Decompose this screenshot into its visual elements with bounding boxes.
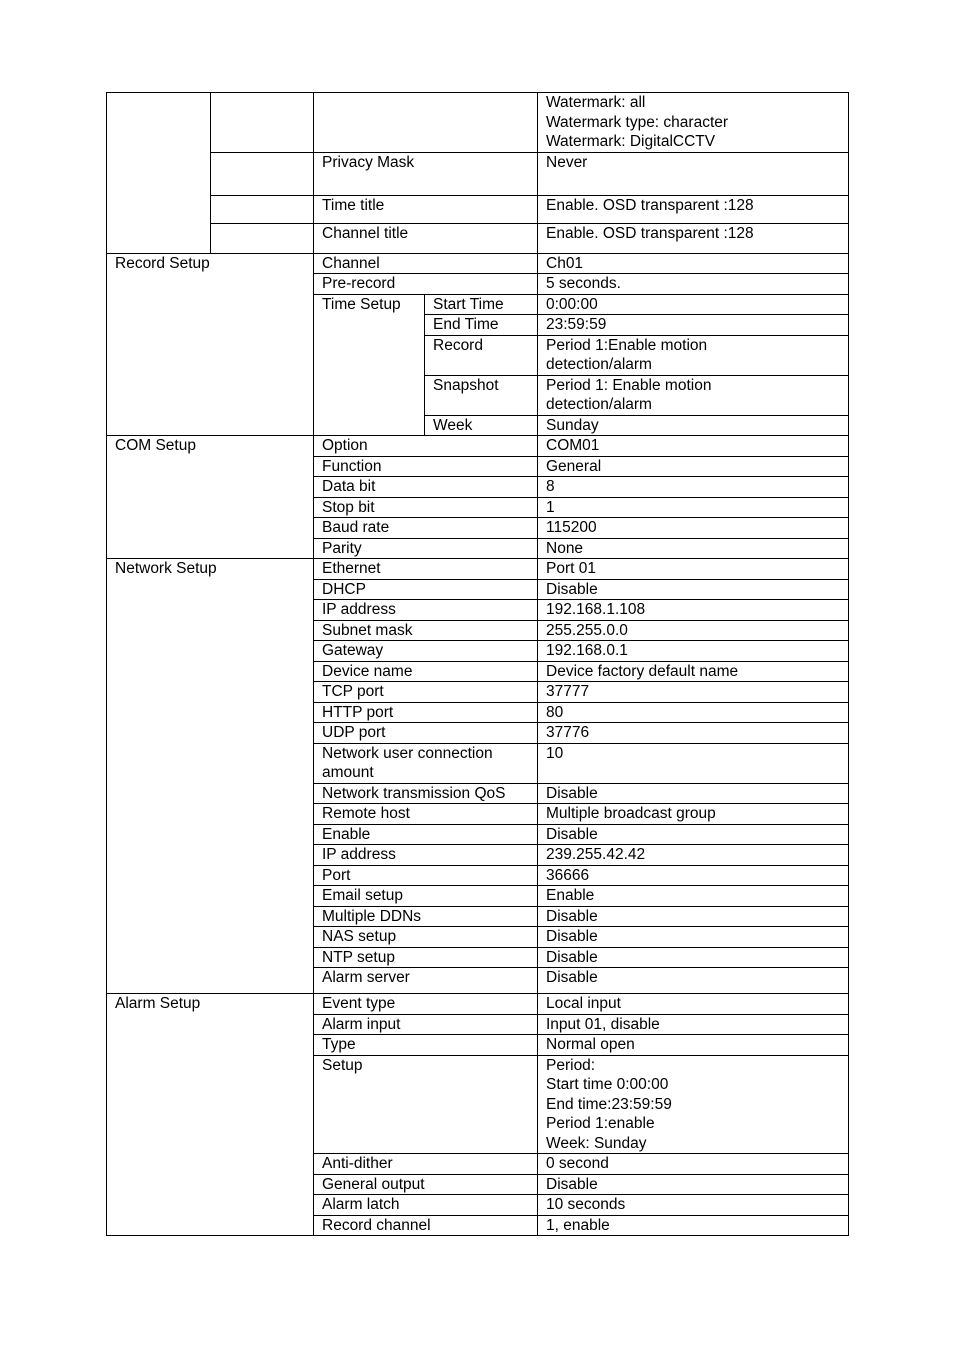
label-cell [314, 436, 538, 457]
sublabel-cell [425, 335, 538, 375]
section-title [107, 436, 314, 559]
watermark-value-line: Watermark: DigitalCCTV [546, 133, 716, 150]
setting-label: IP address [322, 846, 396, 863]
setting-label: Data bit [322, 478, 376, 495]
table-row [107, 559, 849, 580]
setting-label: TCP port [322, 683, 384, 700]
setting-label: Email setup [322, 887, 403, 904]
label-cell [314, 968, 538, 994]
subsection-cell-blank [211, 223, 314, 253]
setting-label: NTP setup [322, 948, 395, 966]
value-cell-watermark [538, 93, 849, 153]
setting-value: COM01 [546, 437, 600, 454]
setting-value: Input 01, disable [546, 1015, 660, 1033]
setting-label: Alarm input [322, 1015, 401, 1033]
value-cell [538, 274, 849, 295]
section-cell-blank [107, 93, 211, 254]
setting-value: 80 [546, 703, 564, 721]
value-cell [538, 927, 849, 948]
value-cell [538, 702, 849, 723]
setting-label: NAS setup [322, 928, 397, 945]
setting-label: Device name [322, 662, 413, 680]
table-row-watermark [107, 93, 849, 153]
setting-sublabel: Week [433, 416, 473, 434]
value-cell [538, 661, 849, 682]
setting-value: 10 seconds [546, 1196, 626, 1213]
value-cell [538, 994, 849, 1015]
setting-value: None [546, 539, 584, 557]
label-cell [314, 886, 538, 907]
value-cell [538, 906, 849, 927]
value-cell [538, 579, 849, 600]
label-cell [314, 1215, 538, 1236]
value-cell [538, 682, 849, 703]
setting-value: 115200 [546, 519, 597, 536]
label-cell [314, 497, 538, 518]
setting-label: Ethernet [322, 560, 381, 577]
setting-value: Disable [546, 1175, 598, 1193]
label-cell [314, 865, 538, 886]
setting-value: General [546, 457, 602, 475]
sublabel-cell [425, 315, 538, 336]
setting-value: Disable [546, 825, 598, 843]
sublabel-cell [425, 415, 538, 436]
value-cell [538, 804, 849, 825]
setting-value: 0:00:00 [546, 295, 598, 313]
settings-table-body [107, 93, 849, 1236]
group-label: Time Setup [322, 295, 401, 313]
value-cell [538, 195, 849, 223]
value-cell [538, 886, 849, 907]
setting-label: Baud rate [322, 519, 390, 536]
setting-label: General output [322, 1175, 425, 1193]
setting-label: Remote host [322, 805, 410, 822]
section-title [107, 994, 314, 1236]
setting-value-line: Week: Sunday [546, 1134, 647, 1152]
setting-label: UDP port [322, 724, 386, 741]
setting-value: 8 [546, 478, 555, 495]
value-cell [538, 335, 849, 375]
time-title-value: Enable. OSD transparent :128 [546, 196, 754, 214]
setting-sublabel: Record [433, 336, 483, 354]
value-cell [538, 783, 849, 804]
label-cell [314, 600, 538, 621]
label-cell [314, 804, 538, 825]
setting-label: Multiple DDNs [322, 907, 422, 925]
setting-label: Record channel [322, 1216, 431, 1234]
setting-label-line: amount [322, 764, 374, 781]
setting-sublabel: End Time [433, 316, 499, 333]
value-cell [538, 1014, 849, 1035]
value-cell [538, 538, 849, 559]
value-cell [538, 559, 849, 580]
setting-value: 5 seconds. [546, 275, 621, 292]
setting-value-line: End time:23:59:59 [546, 1095, 672, 1113]
setting-value-line: detection/alarm [546, 356, 652, 373]
setting-value-line: Period 1:enable [546, 1115, 655, 1132]
value-cell [538, 845, 849, 866]
setting-label: Pre-record [322, 275, 396, 292]
setting-value: Normal open [546, 1036, 635, 1053]
value-cell [538, 620, 849, 641]
watermark-value-line: Watermark: all [546, 94, 646, 111]
subsection-cell-blank [211, 93, 314, 153]
subsection-cell-blank [211, 195, 314, 223]
setting-label: HTTP port [322, 703, 394, 721]
label-cell [314, 559, 538, 580]
setting-value: 10 [546, 744, 564, 762]
value-cell [538, 865, 849, 886]
setting-label-line: Network user connection [322, 744, 493, 762]
label-cell [314, 223, 538, 253]
label-cell [314, 661, 538, 682]
label-cell [314, 518, 538, 539]
section-title [107, 253, 314, 436]
value-cell [538, 415, 849, 436]
label-cell [314, 723, 538, 744]
setting-value: 37776 [546, 724, 590, 741]
table-row [107, 253, 849, 274]
table-row [107, 994, 849, 1015]
value-cell [538, 723, 849, 744]
label-cell [314, 1195, 538, 1216]
value-cell [538, 1055, 849, 1154]
value-cell [538, 1035, 849, 1056]
setting-label: IP address [322, 601, 396, 618]
label-cell [314, 682, 538, 703]
setting-label: Enable [322, 825, 371, 843]
value-cell [538, 315, 849, 336]
sublabel-cell [425, 294, 538, 315]
setting-value: Device factory default name [546, 662, 739, 680]
setting-value-line: Period: [546, 1056, 596, 1074]
setting-value-line: detection/alarm [546, 396, 652, 413]
label-cell [314, 743, 538, 783]
label-cell [314, 538, 538, 559]
setting-label: Type [322, 1036, 356, 1053]
value-cell [538, 1195, 849, 1216]
channel-title-value: Enable. OSD transparent :128 [546, 224, 754, 242]
setting-label: Gateway [322, 642, 384, 659]
setting-value: Enable [546, 887, 595, 904]
setting-label: DHCP [322, 580, 366, 598]
label-cell [314, 195, 538, 223]
label-cell [314, 845, 538, 866]
setting-label: Stop bit [322, 498, 375, 516]
label-cell [314, 641, 538, 662]
subsection-cell-blank [211, 152, 314, 195]
label-cell [314, 579, 538, 600]
setting-value: 36666 [546, 866, 590, 884]
table-row-privacy-mask [107, 152, 849, 195]
label-cell [314, 1055, 538, 1154]
setting-label: Setup [322, 1056, 363, 1074]
section-title-text: Record Setup [115, 254, 210, 272]
value-cell [538, 436, 849, 457]
setting-label: Parity [322, 539, 362, 557]
setting-value: Multiple broadcast group [546, 805, 716, 822]
label-cell [314, 783, 538, 804]
label-cell [314, 947, 538, 968]
value-cell [538, 456, 849, 477]
setting-value: Disable [546, 948, 598, 966]
setting-value-line: Period 1: Enable motion [546, 376, 712, 394]
setting-label: Subnet mask [322, 621, 413, 639]
label-cell [314, 1035, 538, 1056]
value-cell [538, 294, 849, 315]
section-title-text: COM Setup [115, 437, 196, 454]
value-cell [538, 824, 849, 845]
setting-value: 255.255.0.0 [546, 621, 628, 639]
setting-value: 1 [546, 498, 555, 516]
setting-label: Function [322, 457, 382, 475]
setting-label: Alarm latch [322, 1196, 400, 1213]
value-cell [538, 375, 849, 415]
label-cell [314, 620, 538, 641]
label-cell [314, 927, 538, 948]
setting-sublabel: Snapshot [433, 376, 499, 394]
setting-value-line: Period 1:Enable motion [546, 336, 708, 354]
setting-value: Ch01 [546, 254, 584, 272]
setting-sublabel: Start Time [433, 295, 504, 313]
value-cell [538, 641, 849, 662]
setting-label: Channel [322, 254, 380, 272]
label-cell [314, 456, 538, 477]
value-cell [538, 947, 849, 968]
value-cell [538, 600, 849, 621]
setting-value: Sunday [546, 416, 599, 434]
label-cell [314, 1174, 538, 1195]
setting-value: 37777 [546, 683, 590, 700]
table-row-time-title [107, 195, 849, 223]
privacy-mask-label: Privacy Mask [322, 153, 415, 171]
label-cell [314, 824, 538, 845]
label-cell [314, 1014, 538, 1035]
setting-value-line: Start time 0:00:00 [546, 1076, 669, 1093]
value-cell [538, 477, 849, 498]
section-title [107, 559, 314, 994]
table-row [107, 436, 849, 457]
label-cell [314, 994, 538, 1015]
label-cell [314, 152, 538, 195]
label-cell [314, 477, 538, 498]
value-cell [538, 497, 849, 518]
value-cell [538, 968, 849, 994]
setting-value: 192.168.1.108 [546, 601, 646, 618]
group-label-cell [314, 294, 425, 436]
setting-label: Network transmission QoS [322, 784, 506, 802]
label-cell [314, 906, 538, 927]
watermark-value-line: Watermark type: character [546, 113, 729, 131]
sublabel-cell [425, 375, 538, 415]
setting-value: Disable [546, 907, 598, 925]
label-cell [314, 1154, 538, 1175]
setting-value: 1, enable [546, 1216, 610, 1234]
label-cell [314, 702, 538, 723]
setting-value: Local input [546, 995, 621, 1012]
setting-label: Anti-dither [322, 1155, 393, 1172]
value-cell [538, 1215, 849, 1236]
setting-label: Option [322, 437, 368, 454]
label-cell [314, 253, 538, 274]
value-cell [538, 223, 849, 253]
setting-value: Disable [546, 969, 598, 986]
value-cell [538, 743, 849, 783]
setting-label: Event type [322, 995, 396, 1012]
value-cell [538, 518, 849, 539]
section-title-text: Network Setup [115, 560, 217, 577]
value-cell [538, 152, 849, 195]
label-cell-blank [314, 93, 538, 153]
value-cell [538, 253, 849, 274]
channel-title-label: Channel title [322, 224, 409, 242]
setting-value: Disable [546, 784, 598, 802]
setting-label: Alarm server [322, 969, 410, 986]
table-row-channel-title [107, 223, 849, 253]
setting-value: Port 01 [546, 560, 596, 577]
setting-value: Disable [546, 580, 598, 598]
setting-label: Port [322, 866, 351, 884]
setting-value: 0 second [546, 1155, 609, 1172]
settings-table [106, 92, 849, 1236]
time-title-label: Time title [322, 196, 385, 214]
value-cell [538, 1174, 849, 1195]
privacy-mask-value: Never [546, 153, 588, 171]
label-cell [314, 274, 538, 295]
setting-value: Disable [546, 928, 598, 945]
setting-value: 239.255.42.42 [546, 846, 646, 863]
setting-value: 23:59:59 [546, 316, 607, 333]
section-title-text: Alarm Setup [115, 995, 201, 1012]
setting-value: 192.168.0.1 [546, 642, 628, 659]
value-cell [538, 1154, 849, 1175]
